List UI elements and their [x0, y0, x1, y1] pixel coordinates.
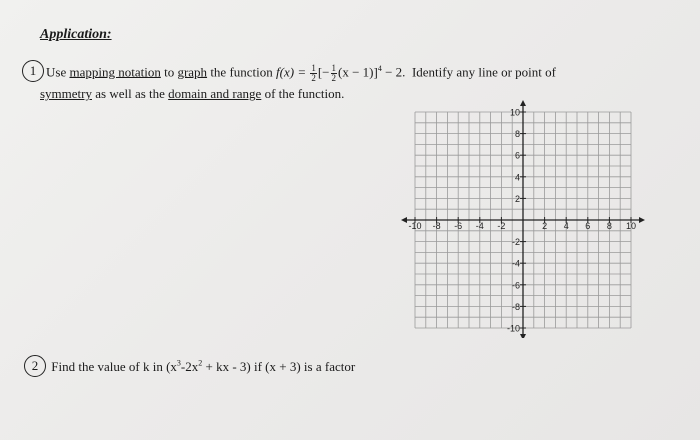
function-tail: − 2. — [381, 64, 406, 80]
q1-term-mapping-notation: mapping notation — [69, 64, 161, 80]
question-1-number: 1 — [22, 60, 44, 82]
x-tick-label: 10 — [625, 221, 637, 231]
y-tick-label: 10 — [509, 107, 520, 118]
q1-task-text: Identify any line or point of — [405, 64, 556, 80]
question-2 — [24, 357, 355, 379]
q1-term-graph: graph — [177, 64, 208, 80]
y-axis-arrow-up — [520, 100, 526, 106]
axes — [401, 100, 645, 338]
x-tick-label: -2 — [497, 221, 506, 231]
q1-text: the function — [207, 64, 277, 80]
function-body: (x − 1)] — [338, 64, 378, 80]
x-tick-labels — [408, 221, 636, 231]
y-tick-label: -4 — [511, 258, 520, 269]
x-axis-arrow-left — [401, 217, 407, 223]
x-tick-label: -6 — [454, 221, 463, 231]
x-tick-label: 2 — [542, 221, 548, 231]
y-tick-label: 8 — [514, 129, 520, 140]
q1-text: as well as the — [92, 86, 169, 102]
q2-text: -2x — [180, 358, 199, 374]
y-tick-label: -2 — [511, 237, 520, 248]
q1-intro-text: Use — [46, 64, 70, 80]
x-tick-label: -10 — [408, 221, 422, 231]
x-axis-arrow-right — [639, 217, 645, 223]
x-tick-label: -4 — [475, 221, 484, 231]
y-tick-label: -8 — [511, 301, 520, 312]
q1-text: of the function. — [261, 86, 345, 102]
y-tick-label: 4 — [514, 172, 520, 183]
fraction-half: $\frac{1}{2}$ — [311, 62, 316, 83]
question-1 — [22, 59, 662, 103]
q1-text: to — [160, 64, 178, 80]
y-tick-label: -6 — [511, 280, 520, 291]
y-tick-label: -10 — [506, 323, 520, 334]
y-tick-label: 2 — [514, 193, 520, 204]
x-tick-label: -8 — [432, 221, 441, 231]
coordinate-grid — [395, 100, 645, 338]
fraction-half: $\frac{1}{2}$ — [331, 62, 337, 83]
function-exponent: 4 — [377, 64, 382, 73]
q2-exponent: 2 — [198, 358, 203, 368]
function-bracket: [− — [317, 64, 330, 80]
q2-text: Find the value of k in (x — [51, 358, 177, 374]
q2-text: + kx - 3) if (x + 3) is a factor — [202, 358, 356, 374]
y-axis-arrow-down — [520, 334, 526, 338]
page-heading: Application: — [40, 27, 112, 42]
q1-term-domain-range: domain and range — [168, 86, 262, 102]
q1-term-symmetry: symmetry — [40, 86, 92, 102]
x-tick-label: 4 — [563, 221, 569, 231]
q2-exponent: 3 — [176, 358, 181, 368]
function-expression: f(x) = — [276, 64, 310, 80]
question-2-number: 2 — [24, 355, 46, 377]
x-tick-label: 8 — [606, 221, 612, 231]
y-tick-label: 6 — [514, 150, 520, 161]
x-tick-label: 6 — [585, 221, 591, 231]
